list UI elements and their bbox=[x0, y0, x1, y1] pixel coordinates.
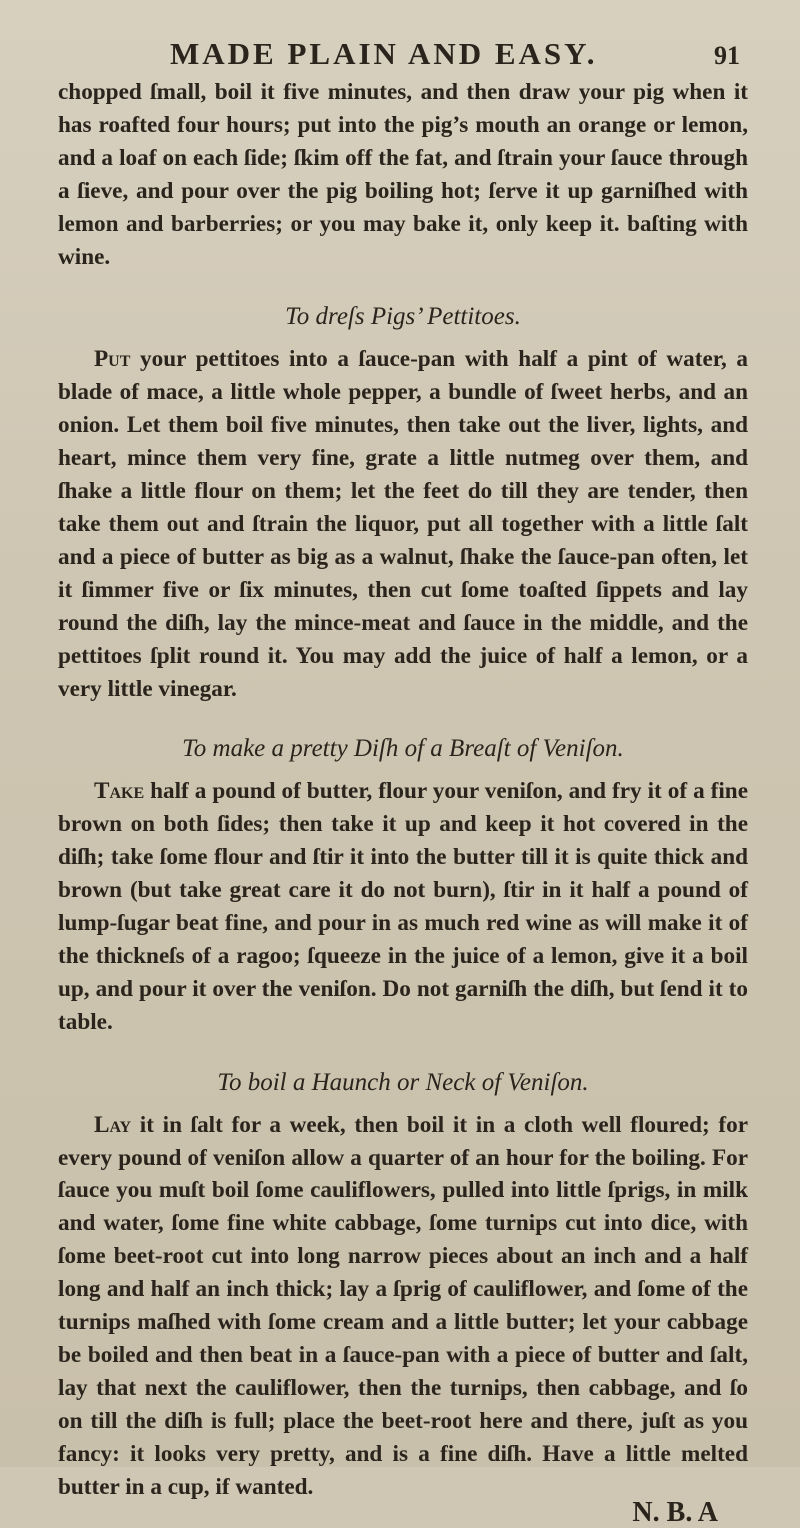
paragraph-text: your pettitoes into a ſauce-pan with half a pint of water, a blade of mace, a little whole pepper, a bundle of ſweet herbs, and an onion. Let them boil five minutes, then take out the liver, lights, and heart, mince them very fine, grate a little nutmeg over them, and ſhake a little flour on them; let the feet do till they are tender, then take them out and ſtrain the liquor, put all together with a little ſalt and a piece of butter as big as a walnut, ſhake the ſauce-pan often, let it ſimmer five or ſix minutes, then cut ſome toaſted ſippets and lay round the diſh, lay the mince-meat and ſauce in the middle, and the pettitoes ſplit round it. You may add the juice of half a lemon, or a very little vinegar. bbox=[58, 346, 748, 702]
lead-word: Take bbox=[94, 778, 145, 805]
running-title: MADE PLAIN AND EASY. bbox=[170, 36, 598, 71]
section-paragraph-breast-venison bbox=[58, 775, 748, 1038]
lead-word: Lay bbox=[94, 1111, 132, 1138]
paragraph-text: it in ſalt for a week, then boil it in a cloth well floured; for every pound of veniſon allow a quarter of an hour for the boiling. For ſauce you muſt boil ſome cauliflowers, pulled into little ſprigs, in milk and water, ſome fine white cabbage, ſome turnips cut into dice, with ſome beet-root cut into long narrow pieces about an inch and a half long and half an inch thick; lay a ſprig of cauliflower, and ſome of the turnips maſhed with ſome cream and a little butter; let your cabbage be boiled and then beat in a ſauce-pan with a piece of butter and ſalt, lay that next the cauliflower, then the turnips, then cabbage, and ſo on till the diſh is full; place the beet-root here and there, juſt as you fancy: it looks very pretty, and is a fine diſh. Have a little melted butter in a cup, if wanted. bbox=[58, 1111, 748, 1500]
lead-word: Put bbox=[94, 346, 131, 373]
paragraph-text: half a pound of butter, flour your veniſon, and fry it of a fine brown on both ſides; then take it up and keep it hot covered in the diſh; take ſome flour and ſtir it into the butter till it is quite thick and brown (but take great care it do not burn), ſtir in it half a pound of lump-ſugar beat fine, and pour in as much red wine as will make it of the thickneſs of a ragoo; ſqueeze in the juice of a lemon, give it a boil up, and pour it over the veniſon. Do not garniſh the diſh, but ſend it to table. bbox=[58, 778, 748, 1035]
section-paragraph-haunch-venison bbox=[58, 1109, 748, 1504]
page-number: 91 bbox=[714, 41, 740, 70]
section-paragraph-pettitoes bbox=[58, 343, 748, 705]
section-heading-breast-venison: To make a pretty Diſh of a Breaſt of Veniſon. bbox=[182, 735, 624, 763]
section-heading-haunch-venison: To boil a Haunch or Neck of Veniſon. bbox=[217, 1068, 589, 1096]
section-heading-pettitoes: To dreſs Pigs’ Pettitoes. bbox=[285, 303, 521, 331]
intro-paragraph: chopped ſmall, boil it five minutes, and then draw your pig when it has roafted four hours; put into the pig’s mouth an orange or lemon, and a loaf on each ſide; ſkim off the fat, and ſtrain your ſauce through a ſieve, and pour over the pig boiling hot; ſerve it up garniſhed with lemon and barberries; or you may bake it, only keep it. baſting with wine. bbox=[58, 79, 748, 270]
running-head bbox=[170, 36, 748, 72]
catchword: N. B. A bbox=[632, 1496, 718, 1528]
